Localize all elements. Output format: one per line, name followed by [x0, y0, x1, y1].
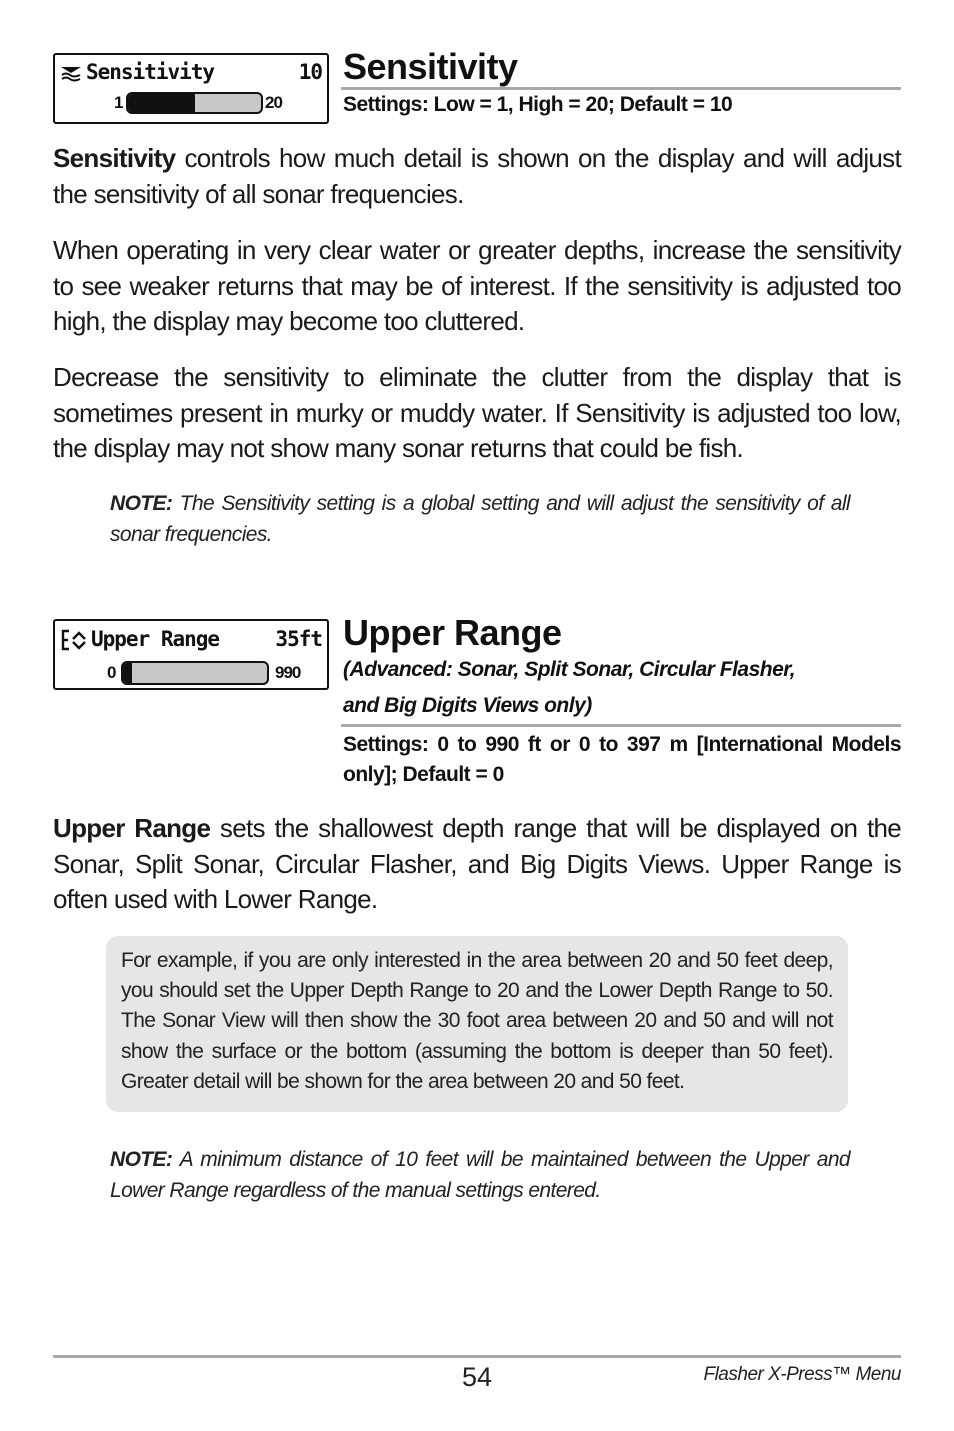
- upper-range-note-label: NOTE:: [110, 1148, 173, 1171]
- upper-range-note-text: A minimum distance of 10 feet will be maintained between the Upper and Lower Range regardless of the manual settings entered.: [110, 1148, 850, 1202]
- sensitivity-slider-fill: [128, 94, 195, 112]
- upper-range-heading-rule: [341, 724, 901, 727]
- upper-range-menu-widget: [53, 619, 329, 690]
- sensitivity-heading-rule: [341, 87, 901, 90]
- upper-range-menu-max: 990: [275, 663, 301, 682]
- upper-range-menu-min: 0: [107, 663, 116, 682]
- sensitivity-paragraph-1-text: controls how much detail is shown on the display and will adjust the sensitivity of all sonar frequencies.: [53, 143, 901, 209]
- example-text: For example, if you are only interested in the area between 20 and 50 feet deep, you should set the Upper Depth Range to 20 and the Lower Depth Range to 50. The Sonar View will then show the 30 foot area between 20 and 50 and will not show the surface or the bottom (assuming the bottom is deeper than 50 feet). Greater detail will be shown for the area between 20 and 50 feet.: [121, 949, 833, 1093]
- upper-range-note: [110, 1144, 850, 1206]
- sensitivity-menu-label: Sensitivity: [86, 60, 215, 84]
- sensitivity-paragraph-2: When operating in very clear water or greater depths, increase the sensitivity to see weaker returns that may be of interest. If the sensitivity is adjusted too high, the display may become too cluttered.: [53, 235, 901, 336]
- example-callout: [106, 936, 848, 1112]
- page-number: 54: [461, 1362, 493, 1392]
- sensitivity-menu-min: 1: [114, 93, 123, 112]
- upper-range-menu-value: 35ft: [275, 627, 322, 651]
- upper-range-settings: Settings: 0 to 990 ft or 0 to 397 m [International Models only]; Default = 0: [343, 733, 901, 786]
- sensitivity-heading: Sensitivity: [343, 46, 518, 87]
- sensitivity-note: [110, 488, 850, 550]
- sensitivity-paragraph-1: [53, 141, 901, 212]
- sensitivity-menu-value: 10: [298, 60, 322, 84]
- footer-rule: [53, 1355, 901, 1358]
- sonar-waves-icon: [60, 64, 82, 82]
- sensitivity-settings: Settings: Low = 1, High = 20; Default = 10: [343, 93, 733, 116]
- upper-range-advanced-line-1: (Advanced: Sonar, Split Sonar, Circular Flasher,: [343, 658, 796, 681]
- advanced-range-icon: [60, 629, 90, 651]
- footer-title: Flasher X-Press™ Menu: [703, 1364, 901, 1385]
- upper-range-paragraph-1: [53, 811, 901, 918]
- sensitivity-note-text: The Sensitivity setting is a global setting and will adjust the sensitivity of all sonar frequencies.: [110, 492, 850, 546]
- upper-range-heading: Upper Range: [343, 612, 562, 653]
- sensitivity-slider: [126, 92, 263, 114]
- upper-range-term: Upper Range: [53, 813, 211, 843]
- sensitivity-term: Sensitivity: [53, 143, 176, 173]
- sensitivity-note-label: NOTE:: [110, 492, 173, 515]
- sensitivity-paragraph-3: Decrease the sensitivity to eliminate the clutter from the display that is sometimes present in murky or muddy water. If Sensitivity is adjusted too low, the display may not show many sonar returns that could be fish.: [53, 362, 901, 463]
- upper-range-menu-label: Upper Range: [91, 627, 220, 651]
- upper-range-advanced-line-2: and Big Digits Views only): [343, 694, 592, 717]
- upper-range-slider: [121, 661, 269, 685]
- upper-range-paragraph-1-text: sets the shallowest depth range that will be displayed on the Sonar, Split Sonar, Circular Flasher, and Big Digits Views. Upper Range is often used with Lower Range.: [53, 813, 901, 914]
- sensitivity-menu-max: 20: [265, 93, 282, 112]
- sensitivity-menu-widget: [53, 53, 329, 124]
- upper-range-slider-fill: [123, 663, 132, 683]
